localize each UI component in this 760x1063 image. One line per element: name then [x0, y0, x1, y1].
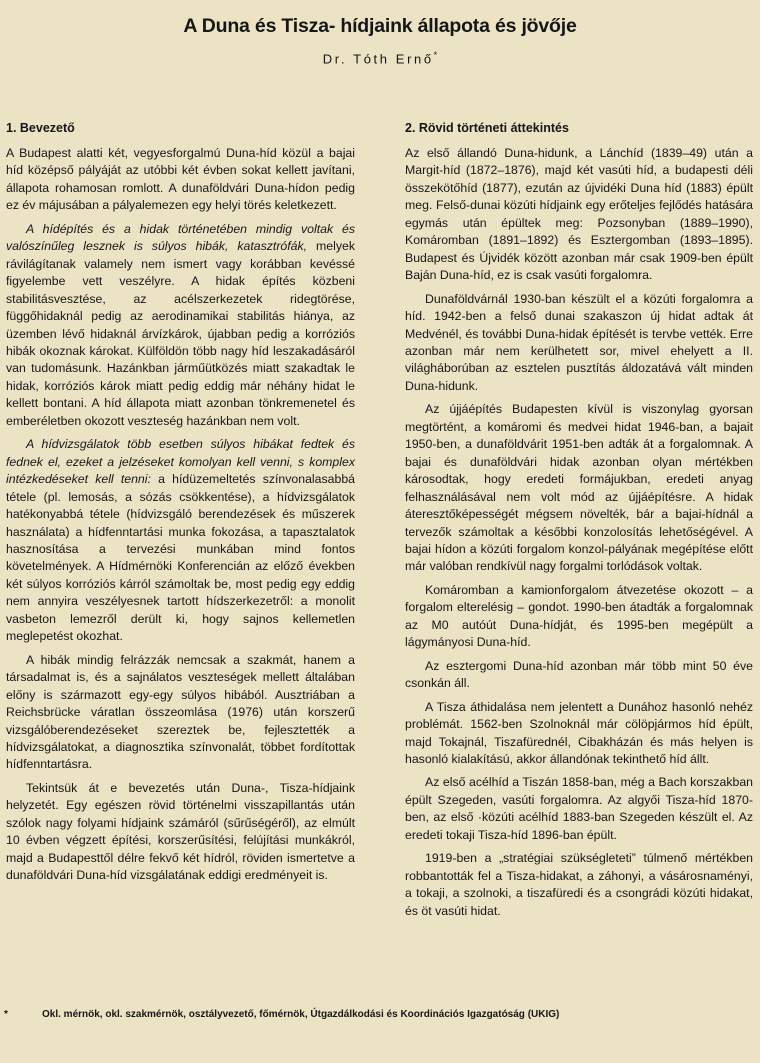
paragraph: A Budapest alatti két, vegyesforgalmú Duna-híd közül a bajai híd középső pályáját az utóbbi két évben sokat kellett javítani, állapota rohamosan romlott. A dunaföldvári Duna-hídon pedig ez év májusában a pályalemezen egy helyi törés keletkezett. [6, 146, 355, 213]
paragraph: Az első acélhíd a Tiszán 1858-ban, még a Bach korszakban épült Szegeden, vasúti forgalomra. Az algyői Tisza-híd 1870-ben, az első ·közúti acélhíd 1883-ban Szegeden készült el. Az eredeti tokaji Tisza-híd 1896-ban épült. [405, 775, 753, 842]
paragraph: Az első állandó Duna-hidunk, a Lánchíd (1839–49) után a Margit-híd (1872–1876), majd két vasúti híd, a budapesti déli összekötőhíd (1877), ezután az újvidéki Duna híd (1883) épült meg. Felső-dunai közúti hídjaink egy erőteljes fejlődés hatására egymás után épültek meg: Pozsonyban (1889–1990), Komáromban (1891–1892) és Esztergomban (1893–1895). Budapest és Újvidék között azonban már csak 1909-ben épült Baján Duna-híd, ez is csak vasúti forgalomra. [405, 146, 753, 283]
footnote [4, 1008, 744, 1022]
paragraph: Dunaföldvárnál 1930-ban készült el a közúti forgalomra a híd. 1942-ben a felső dunai szakaszon új hidat adtak át Medvénél, és további Duna-hidak építését is tervbe vették. Erre azonban már nem kerülhetett sor, mivel ehelyett a II. világháborúban az esztelen pusztítás áldozatává vált minden Duna-hidunk. [405, 291, 753, 393]
footnote-text: Okl. mérnök, okl. szakmérnök, osztályvezető, főmérnök, Útgazdálkodási és Koordinációs Igazgatóság (UKIG) [42, 1009, 560, 1020]
paragraph: A hibák mindig felrázzák nemcsak a szakmát, hanem a társadalmat is, és a sajnálatos veszteségek mellett általában előny is származott egy-egy súlyos hibából. Ausztriában a Reichsbrücke váratlan összeomlása (1976) után korszerű vizsgálóberendezéseket szereztek be, fejlesztették a hídvizsgálatokat, a diagnosztika színvonalát, többet fordítottak hídfenntartásra. [6, 652, 355, 772]
paragraph: Komáromban a kamionforgalom átvezetése okozott – a forgalom elterelésig – gondot. 1990-ben átadták a forgalomnak az M0 autóút Duna-hídját, és 1995-ben megépült a lágymányosi Duna-híd. [405, 582, 753, 650]
section-heading-introduction: 1. Bevezető [6, 121, 75, 135]
paragraph: 1919-ben a „stratégiai szükségleteti” túlmenő mértékben robbantották fel a Tisza-hidakat, a záhonyi, a vásárosnaményi, a tokaji, a szolnoki, a tiszafüredi és a csongrádi közúti hidakat, és öt vasúti hidat. [405, 851, 753, 918]
paragraph-text: a hídüzemeltetés színvonalasabbá tétele (pl. lemosás, a sózás csökkentése), a hídvizsgálatok hatékonyabbá tétele (hídvizsgáló berendezések és műszerek használata) a hídfenntartási munka fokozása, a tapasztalatok hasznosítása a tervezési munkában mind fontos követelmények. A Hídmérnöki Konferencián az előző években két súlyos korróziós kárról számoltak be, most pedig egy eddig nem annyira veszélyesnek tartott hídszerkezetről: a monolit vasbeton lemezről derült ki, hogy sajnos kellemetlen meglepetést okozhat. [6, 472, 356, 644]
paragraph [6, 436, 355, 645]
article-author [0, 50, 760, 66]
author-name: Dr. Tóth Ernő [322, 51, 434, 67]
italic-emphasis: A hídvizsgálatok több esetben súlyos hibákat fedtek és fednek el, ezeket a jelzéseket komolyan kell venni, s komplex intézkedéseket kell tenni: [6, 437, 355, 487]
right-column [405, 120, 753, 926]
left-column [6, 120, 355, 891]
italic-emphasis: A hídépítés és a hidak történetében mindig voltak és valószínűleg lesznek is súlyos hibák, katasztrófák, [6, 221, 355, 254]
paragraph: Az újjáépítés Budapesten kívül is viszonylag gyorsan megtörtént, a komáromi és medvei hidat 1946-ban, a bajait 1950-ben, a dunaföldvárit 1951-ben adták át a forgalomnak. A bajai és dunaföldvári hidak azonban olyan mértékben károsodtak, hogy eredeti formájukban, eredeti anyag felhasználásával nem volt mód az újjáépítésre. A hidak áteresztőképességét mégsem növelték, bár a bajai-hídnál a tervezők számoltak a későbbi konzolosítás lehetőségével. A bajai hídon a közúti forgalom konzol-pályának megépítése előtt már valóban rendkívül nagy forgalmi torlódások voltak. [405, 402, 753, 574]
article-title: A Duna és Tisza- hídjaink állapota és jövője [183, 15, 577, 37]
author-footnote-mark: * [433, 50, 438, 60]
paragraph: Tekintsük át e bevezetés után Duna-, Tisza-hídjaink helyzetét. Egy egészen rövid történelmi visszapillantás után szólok nagy folyami hídjaink számáról (sűrűségéről), az elmúlt 10 évben végzett építési, korszerűsítési, felújítási munkákról, majd a Budapesttől délre fekvő két hídról, röviden ismertetve a dunaföldvári Duna-híd vizsgálatának eddigi eredményeit is. [6, 780, 355, 883]
paragraph: Az esztergomi Duna-híd azonban már több mint 50 éve csonkán áll. [405, 658, 753, 691]
section-heading-history: 2. Rövid történeti áttekintés [405, 121, 569, 135]
paragraph: A Tisza áthidalása nem jelentett a Dunához hasonló nehéz problémát. 1562-ben Szolnoknál már cölöpjármos híd épült, majd Tokajnál, Tiszafürednél, Cibakházán és más helyen is hasonló kialakítású, akkor állandónak tekinthető híd állt. [405, 699, 753, 766]
paragraph [6, 221, 355, 430]
footnote-mark: * [4, 1009, 8, 1020]
paragraph-text: melyek rávilágítanak valamely nem ismert vagy korábban kevéssé figyelembe vett veszélyre. A hidak építés közbeni stabilitásvesztése, az acélszerkezetek ridegtörése, függőhidaknál pedig az aerodinamikai stabilitás hiánya, az üzemben lévő hidaknál árvízkárok, újabban pedig a korróziós hibák okoznak károkat. Külföldön több nagy híd leszakadásáról van tudomásunk. Hazánkban járműütközés miatt szakadtak le hidak, korróziós károk miatt pedig eddig már néhány hidat le kellett bontani. A híd állapota miatt azonban tönkremenetel és emberéletben okozott veszteség hazánkban nem volt. [6, 239, 355, 428]
